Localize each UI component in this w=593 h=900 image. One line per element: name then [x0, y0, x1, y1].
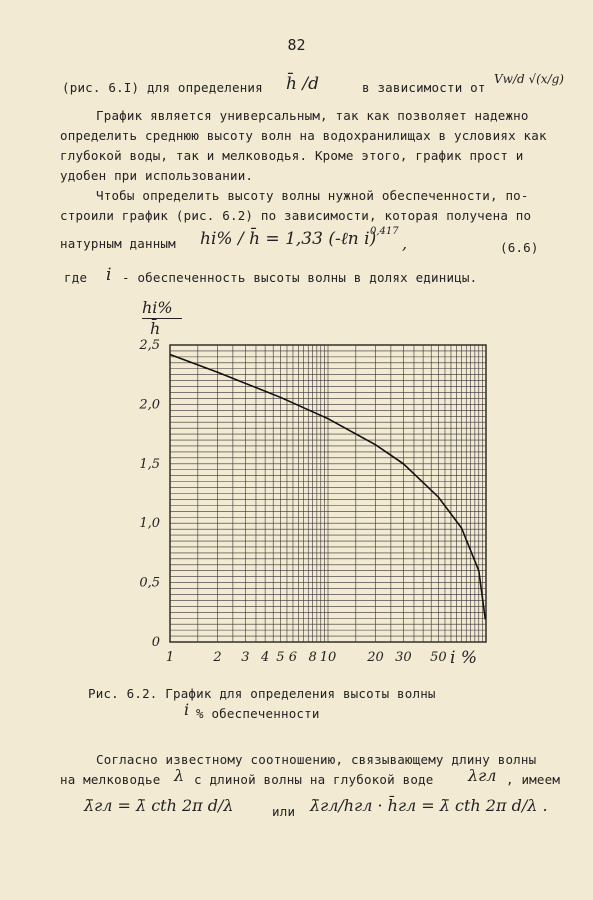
y-tick-label: 1,5 [139, 456, 160, 472]
x-axis-unit-label: i % [450, 648, 477, 668]
where-symbol-i: i [106, 265, 112, 285]
paragraph-2-line-4: удобен при использовании. [60, 168, 254, 183]
x-tick-label: 1 [165, 650, 175, 665]
y-tick-label: 2,5 [139, 338, 160, 353]
formula-lambda-gl: λ̄гл = λ̄ cth 2π d/λ [84, 796, 234, 815]
symbol-lambda: λ [174, 766, 185, 785]
paragraph-2-line-1: График является универсальным, так как позволяет надежно [96, 108, 529, 123]
x-tick-label: 8 [308, 650, 317, 665]
paragraph-4-text-b: с длиной волны на глубокой воде [194, 772, 434, 787]
paragraph-4-line-1: Согласно известному соотношению, связывающему длину волны [96, 752, 537, 767]
y-tick-label: 1,0 [139, 516, 160, 532]
equation-formula: hi% / h̄ = 1,33 (-ℓn i) [200, 229, 377, 249]
equation-number: (6.6) [500, 240, 539, 255]
x-tick-label: 2 [213, 650, 222, 665]
symbol-lambda-gl: λгл [468, 766, 497, 785]
equation-prefix: натурным данным [60, 236, 176, 251]
formula-vw-d-sqrt: Vw/d √(x/g) [494, 72, 564, 86]
x-tick-label: 30 [395, 650, 412, 665]
y-tick-label: 0 [151, 635, 160, 650]
x-tick-label: 50 [430, 650, 447, 665]
y-tick-label: 0,5 [139, 575, 160, 591]
x-tick-label: 4 [260, 650, 270, 665]
paragraph-1-text-b: в зависимости от [362, 80, 486, 95]
formula-or: или [272, 804, 296, 819]
x-tick-label: 3 [241, 650, 250, 665]
caption-symbol-i: i [184, 700, 190, 719]
equation-comma: , [402, 234, 408, 253]
where-text: - обеспеченность высоты волны в долях единицы. [122, 270, 478, 285]
y-axis-label-numerator: hi% [142, 298, 173, 317]
paragraph-1-text-a: (рис. 6.I) для определения [62, 80, 263, 95]
equation-exponent: 0,417 [370, 226, 399, 237]
y-axis-label-denominator: h̄ [150, 319, 161, 338]
paragraph-3-line-2: строили график (рис. 6.2) по зависимости, которая получена по [60, 208, 532, 223]
caption-line-2: % обеспеченности [196, 706, 320, 721]
caption-line-1: Рис. 6.2. График для определения высоты волны [88, 686, 436, 701]
where-prefix: где [64, 270, 88, 285]
formula-ratio: λ̄гл/hгл · h̄гл = λ̄ cth 2π d/λ . [310, 796, 548, 815]
page-number: 82 [287, 36, 306, 54]
paragraph-4-text-a: на мелководье [60, 772, 161, 787]
x-tick-label: 5 [276, 650, 285, 665]
paragraph-2-line-2: определить среднюю высоту волн на водохранилищах в условиях как [60, 128, 547, 143]
paragraph-2-line-3: глубокой воды, так и мелководья. Кроме этого, график прост и [60, 148, 524, 163]
x-tick-label: 20 [367, 650, 384, 665]
x-tick-label: 10 [319, 650, 337, 665]
paragraph-3-line-1: Чтобы определить высоту волны нужной обеспеченности, по- [96, 188, 529, 203]
paragraph-4-text-c: , имеем [506, 772, 561, 787]
formula-h-over-d: h̄ /d [286, 74, 319, 94]
y-tick-label: 2,0 [139, 397, 160, 413]
x-tick-label: 6 [288, 650, 298, 665]
